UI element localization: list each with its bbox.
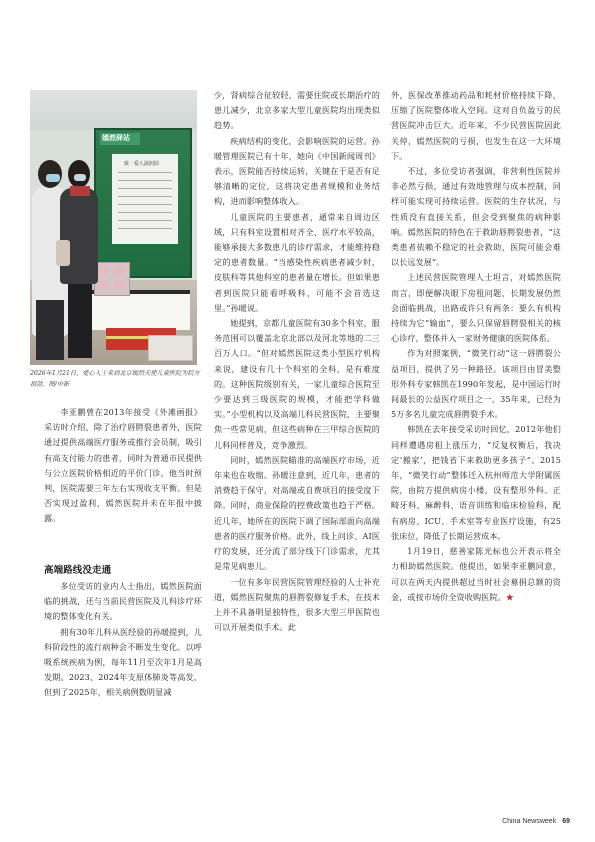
- paragraph: 作为对照案例，“微笑行动”这一唇腭裂公益项目，提供了另一种路径。该项目由冒美整形外科专家韩凯在1990年发起，是中国运行时间最长的公益医疗项目之一，35年来，已经为5万多名儿童完成唇腭裂手术。: [391, 348, 561, 420]
- counter: [90, 290, 190, 330]
- paragraph: 外，医保改革推动药品和耗材价格持续下降，压缩了医院整体收入空间。这对自负盈亏的民营医院冲击巨大。近年来，不少民营医院因此关停，嫣然医院的亏损，也发生在这一大环境下。: [391, 90, 561, 161]
- chair: [148, 335, 193, 361]
- news-photo: [30, 90, 197, 365]
- photo-caption: 2026年1月21日，爱心人士来到北京嫣然天使儿童医院为院方捐款。图/中新: [30, 370, 200, 388]
- column-1-intro: [44, 405, 202, 527]
- end-star-icon: ★: [505, 591, 514, 602]
- bag: [56, 240, 70, 266]
- paragraph: 她提到，京都儿童医院有30多个科室，服务范围可以覆盖北京北部以及河北等地的二三百万人口。“但对嫣然医院这类小型医疗机构来说，建设有几十个科室的全科，是有难度的。这种医院级别有关，一家儿童综合医院至少要达到三级医院的规模，才能把学科做实。”小型机构以及高端儿科民营医院，主要聚焦一些常见病，但这些病种在三甲综合医院的儿科同样普及，竞争激烈。: [214, 318, 380, 450]
- paragraph-text: 1月19日，慈善家陈光标也公开表示将全力相助嫣然医院。他提出，如果李亚鹏同意，可以在两天内提供超过当时社会募捐总额的资金，或按市场价全资收购医院。: [391, 546, 561, 602]
- board-paper: [112, 154, 178, 244]
- page-number: 69: [562, 818, 570, 825]
- board-header: 嫣然驿站: [102, 134, 130, 142]
- column-1-body: [44, 553, 202, 701]
- section-heading: 高端路线没走通: [44, 565, 112, 576]
- paragraph: 李亚鹏曾在2013年接受《外滩画报》采访时介绍，除了治疗唇腭裂患者外，医院通过提供高端医疗服务或推行会员制，吸引有高支付能力的患者，同时为普通市民提供与公立医院价格相近的平价门诊。他当时预判，医院需要三年左右实现收支平衡。但是否实现过盈利，嫣然医院并未在年报中披露。: [44, 407, 202, 524]
- paragraph: 少，肾病综合征较轻，需要住院或长期治疗的患儿减少，北京多家大型儿童医院均出现类似趋势。: [214, 90, 380, 131]
- paragraph: 拥有30年儿科从医经验的孙暖提到，儿科阶段性的流行病种会不断发生变化。以呼吸系统疾病为例，每年11月至次年1月是高发期。2023、2024年支原体肺炎等高发，但到了2025年，相关病例数明显减: [44, 626, 202, 698]
- paragraph: 儿童医院的主要患者，通常来自周边区域，只有科室设置相对齐全、医疗水平较高，能够承接大多数患儿的诊疗需求，才能维持稳定的患者数量。“当感染性疾病患者减少时，皮肤科等其他科室的患者量在增长。但如果患者到医院只能看呼吸科，可能不会首选这里。”孙暖说。: [214, 211, 380, 313]
- paragraph-final: [391, 544, 561, 605]
- person-right: [60, 188, 98, 284]
- paragraph: 多位受访的业内人士指出，嫣然医院面临的挑战，还与当前民营医院及儿科诊疗环境的整体变化有关。: [44, 581, 202, 622]
- paragraph: 一位有多年民营医院管理经验的人士补充道，嫣然医院聚焦的唇腭裂修复手术，在技术上并不具备明显独特性，很多大型三甲医院也可以开展类似手术。此: [214, 576, 380, 633]
- column-3: [391, 88, 561, 605]
- board-paper-title: 致 · 爱人滋润园: [124, 161, 159, 167]
- display-board: [94, 128, 192, 278]
- paragraph: 同时，嫣然医院瞄准的高端医疗市场，近年来也在收缩。孙暖注意到，近几年，患者的消费趋于保守，对高端或自费项目的接受度下降。同时，商业保险的控费政策也趋于严格。近几年，她所在的医院下调了国际部面向高端患者的医疗服务价格。此外，线上问诊、AI医疗的发展，还分流了部分线下门诊需求，尤其是常见病患儿。: [214, 454, 380, 572]
- paragraph: 不过，多位受访者强调，非营利性医院并非必然亏损，通过有效地管理与成本控制，同样可能实现可持续运营。医院的生存状况，与性质没有直接关系，但会受到聚焦的病种影响。嫣然医院的特色在于救助唇腭裂患者，“这类患者依赖不稳定的社会救助，医院可能会难以长远发展”。: [391, 166, 561, 268]
- paragraph: 疾病结构的变化，会影响医院的运营。孙暖管理医院已有十年，她向《中国新闻周刊》表示，医院能否持续运转，关键在于是否有足够清晰的定位，这将决定患者规模和业务结构，进而影响整体收入。: [214, 135, 380, 207]
- page-footer: [420, 818, 570, 825]
- donation-box: [94, 262, 130, 296]
- column-2: [214, 88, 380, 635]
- magazine-name: China Newsweek: [502, 818, 557, 825]
- paragraph: 上述民营医院管理人士坦言，对嫣然医院而言，即便解决眼下房租问题，长期发展仍然会面临挑战，出路或许只有两条：要么有机构持续为它“输血”，要么只保留唇腭裂相关的核心诊疗，整体并入一家财务健康的医院体系。: [391, 272, 561, 344]
- paragraph: 韩凯在去年接受采访时回忆，2012年他们同样遭遇房租上涨压力，“反复权衡后，我决定‘搬家’，把钱省下来救助更多孩子”。2015年，“微笑行动”整体迁入杭州师范大学附属医院，由院方提供病房小楼，设有整形外科、正畸牙科、麻醉科、语音训练和临床检验科，配有病房、ICU、手术室等专业医疗设施，有25张床位，降低了长期运营成本。: [391, 424, 561, 541]
